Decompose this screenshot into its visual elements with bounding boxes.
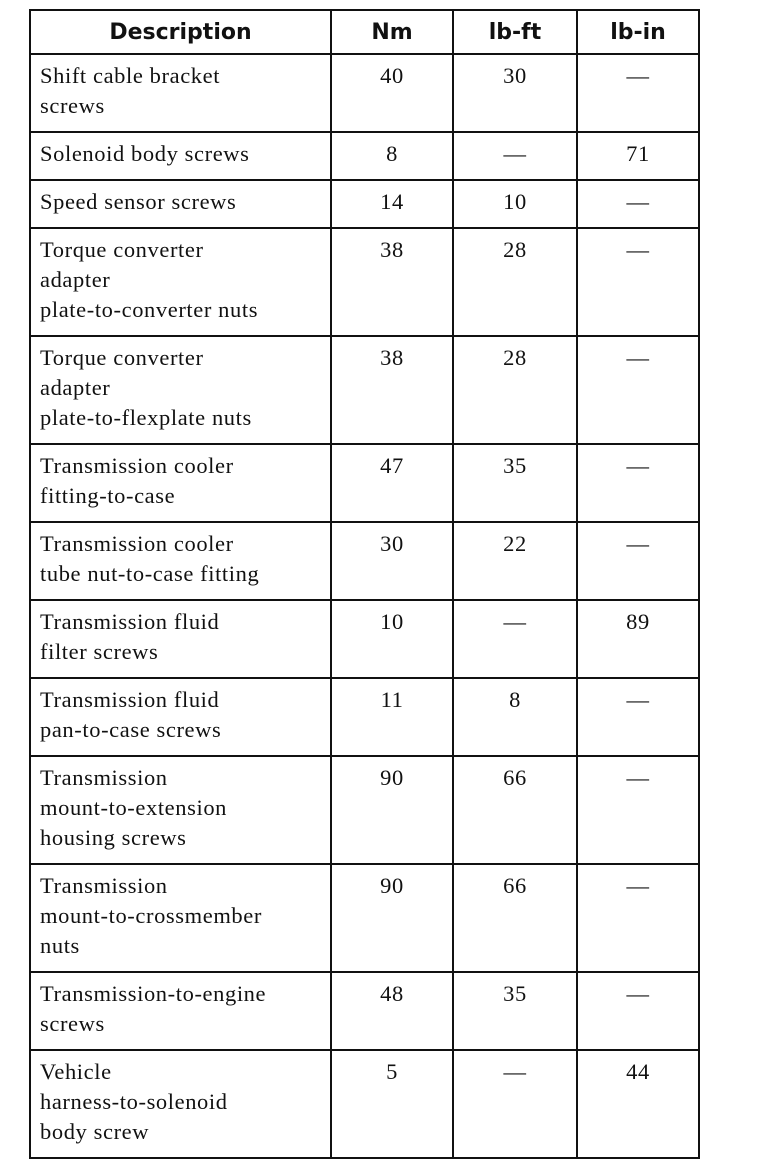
description-line: fitting-to-case [40,483,176,508]
table-row [30,444,699,522]
description-line: mount-to-crossmember [40,903,262,928]
description-line: tube nut-to-case fitting [40,561,260,586]
lb-ft-cell: 35 [453,972,577,1050]
nm-cell: 47 [331,444,453,522]
description-cell [30,756,331,864]
description-line: mount-to-extension [40,795,228,820]
description-cell [30,972,331,1050]
table-row [30,228,699,336]
description-line: pan-to-case screws [40,717,222,742]
nm-cell: 10 [331,600,453,678]
nm-cell: 90 [331,756,453,864]
description-line: Transmission [40,765,168,790]
table-header [30,10,699,54]
nm-cell: 48 [331,972,453,1050]
lb-in-cell: — [577,180,699,228]
lb-in-cell: 89 [577,600,699,678]
lb-in-cell: — [577,336,699,444]
description-line: screws [40,1011,105,1036]
description-cell [30,132,331,180]
description-cell [30,522,331,600]
table-body [30,54,699,1158]
table-row [30,972,699,1050]
description-cell [30,180,331,228]
description-cell [30,678,331,756]
nm-cell: 90 [331,864,453,972]
table-row [30,132,699,180]
table-row [30,864,699,972]
lb-in-cell: — [577,756,699,864]
lb-ft-cell: 30 [453,54,577,132]
nm-cell: 40 [331,54,453,132]
lb-in-cell: — [577,522,699,600]
description-line: housing screws [40,825,187,850]
lb-ft-cell: 66 [453,864,577,972]
description-line: body screw [40,1119,150,1144]
torque-spec-table [29,9,700,1159]
description-line: Transmission fluid [40,609,220,634]
lb-in-cell: — [577,444,699,522]
description-line: adapter [40,267,111,292]
lb-ft-cell: 35 [453,444,577,522]
description-line: Solenoid body screws [40,141,250,166]
description-line: Torque converter [40,237,204,262]
nm-cell: 38 [331,228,453,336]
description-cell [30,600,331,678]
header-nm: Nm [331,10,453,54]
header-lb-in: lb-in [577,10,699,54]
nm-cell: 11 [331,678,453,756]
lb-ft-cell: — [453,132,577,180]
description-cell [30,1050,331,1158]
description-line: Transmission fluid [40,687,220,712]
lb-in-cell: — [577,864,699,972]
description-line: plate-to-converter nuts [40,297,259,322]
description-line: Transmission [40,873,168,898]
lb-ft-cell: 28 [453,228,577,336]
nm-cell: 38 [331,336,453,444]
description-line: harness-to-solenoid [40,1089,228,1114]
description-line: plate-to-flexplate nuts [40,405,252,430]
description-line: Torque converter [40,345,204,370]
description-line: Transmission cooler [40,531,234,556]
description-line: filter screws [40,639,159,664]
nm-cell: 8 [331,132,453,180]
lb-ft-cell: 22 [453,522,577,600]
description-line: Speed sensor screws [40,189,237,214]
description-line: Vehicle [40,1059,112,1084]
table-row [30,678,699,756]
lb-in-cell: — [577,678,699,756]
lb-ft-cell: 28 [453,336,577,444]
nm-cell: 14 [331,180,453,228]
lb-in-cell: 71 [577,132,699,180]
description-line: nuts [40,933,80,958]
description-line: screws [40,93,105,118]
nm-cell: 30 [331,522,453,600]
table-row [30,522,699,600]
lb-ft-cell: 66 [453,756,577,864]
description-line: Shift cable bracket [40,63,221,88]
description-line: adapter [40,375,111,400]
table-row [30,54,699,132]
description-cell [30,444,331,522]
description-cell [30,336,331,444]
lb-ft-cell: — [453,1050,577,1158]
description-cell [30,228,331,336]
lb-ft-cell: 10 [453,180,577,228]
table-row [30,180,699,228]
description-line: Transmission cooler [40,453,234,478]
nm-cell: 5 [331,1050,453,1158]
table-row [30,1050,699,1158]
lb-ft-cell: — [453,600,577,678]
lb-in-cell: — [577,972,699,1050]
table-row [30,756,699,864]
description-cell [30,864,331,972]
table-row [30,336,699,444]
header-description: Description [30,10,331,54]
lb-ft-cell: 8 [453,678,577,756]
table-row [30,600,699,678]
description-line: Transmission-to-engine [40,981,267,1006]
description-cell [30,54,331,132]
header-row [30,10,699,54]
header-lb-ft: lb-ft [453,10,577,54]
lb-in-cell: 44 [577,1050,699,1158]
lb-in-cell: — [577,54,699,132]
lb-in-cell: — [577,228,699,336]
